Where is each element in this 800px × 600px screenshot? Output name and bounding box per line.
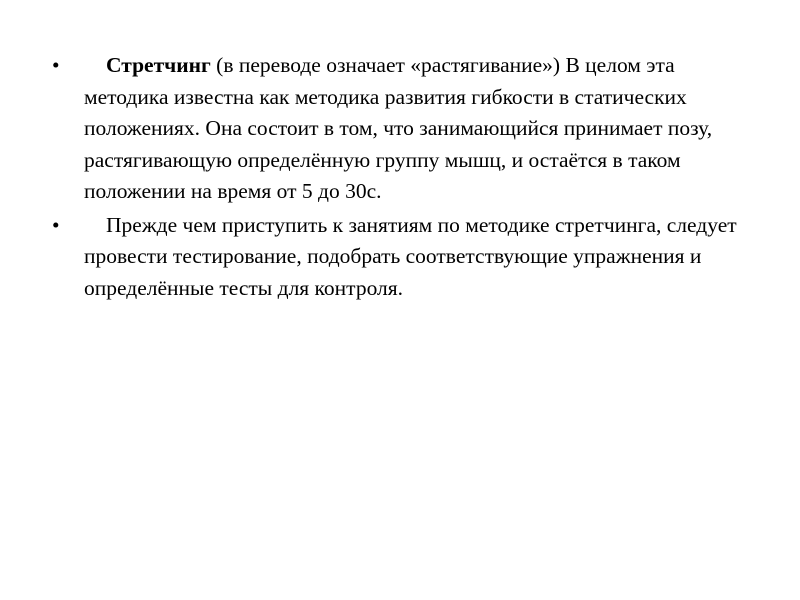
paragraph-text: Прежде чем приступить к занятиям по методике стретчинга, следует провести тестирование, подобрать соответствующие упражнения и определённые тесты для контроля. (84, 212, 737, 300)
term-stretching: Стретчинг (106, 53, 211, 77)
paragraph-text: (в переводе означает «растягивание») В целом эта методика известна как методика развития гибкости в статических положениях. Она состоит в том, что занимающийся принимает позу, растягивающую определённую группу мышц, и остаётся в таком положении на время от 5 до 30с. (84, 53, 713, 203)
bullet-icon: • (52, 53, 60, 77)
bullet-paragraph-stretching-definition (52, 50, 752, 208)
bullet-icon: • (52, 212, 60, 237)
bullet-paragraph-testing (52, 210, 752, 305)
bullet-list (52, 50, 752, 306)
